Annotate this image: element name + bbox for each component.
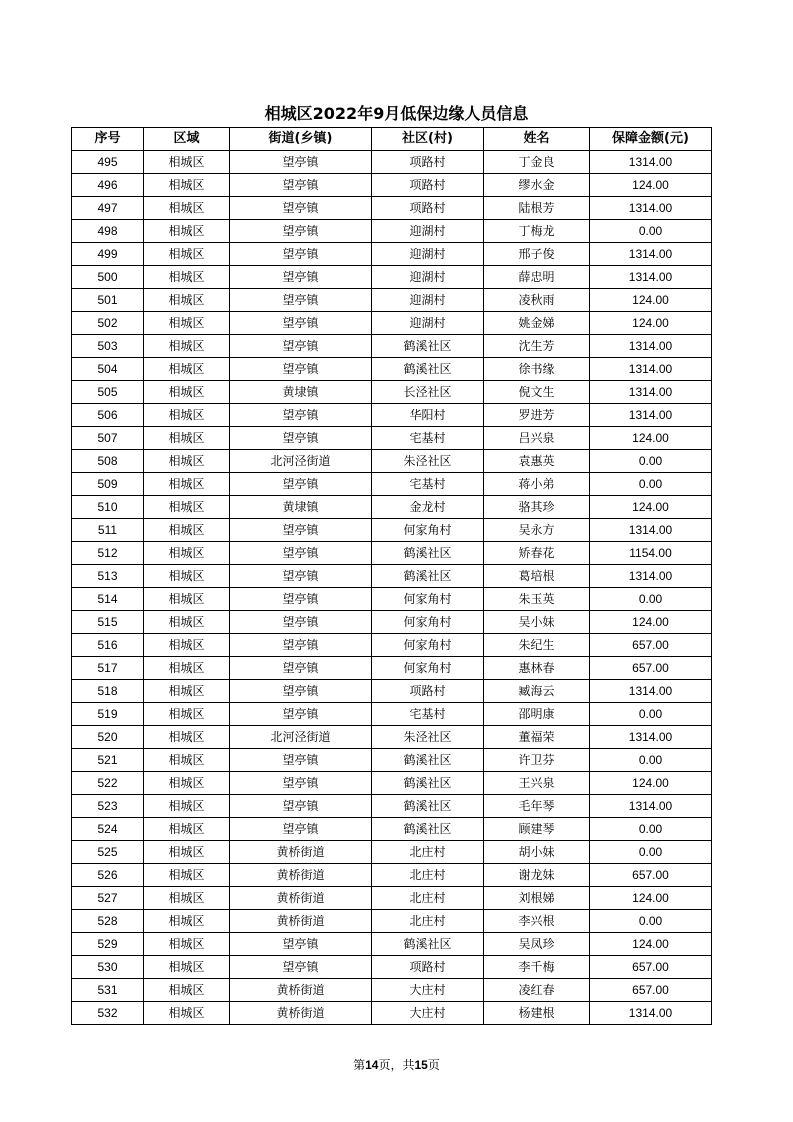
page-title: 相城区2022年9月低保边缘人员信息 [264,104,529,123]
cell-index: 507 [72,427,144,450]
cell-amount: 124.00 [590,312,712,335]
table-row [72,496,712,519]
cell-district: 相城区 [144,404,230,427]
cell-index: 532 [72,1002,144,1025]
cell-index: 504 [72,358,144,381]
column-header-street: 街道(乡镇) [230,128,372,151]
cell-amount: 1314.00 [590,680,712,703]
cell-name: 吴小妹 [484,611,590,634]
cell-street: 黄桥街道 [230,979,372,1002]
cell-amount: 657.00 [590,657,712,680]
cell-index: 500 [72,266,144,289]
cell-street: 望亭镇 [230,243,372,266]
cell-index: 496 [72,174,144,197]
cell-name: 杨建根 [484,1002,590,1025]
cell-name: 吴永方 [484,519,590,542]
cell-district: 相城区 [144,887,230,910]
cell-street: 望亭镇 [230,933,372,956]
cell-district: 相城区 [144,634,230,657]
cell-community: 鹤溪社区 [372,335,484,358]
table-row [72,634,712,657]
cell-district: 相城区 [144,657,230,680]
cell-community: 长泾社区 [372,381,484,404]
table-row [72,956,712,979]
cell-index: 524 [72,818,144,841]
cell-district: 相城区 [144,565,230,588]
cell-community: 何家角村 [372,611,484,634]
cell-street: 望亭镇 [230,151,372,174]
cell-street: 北河泾街道 [230,450,372,473]
cell-name: 骆其珍 [484,496,590,519]
cell-name: 朱玉英 [484,588,590,611]
cell-district: 相城区 [144,542,230,565]
cell-index: 520 [72,726,144,749]
cell-community: 朱泾社区 [372,726,484,749]
cell-street: 望亭镇 [230,312,372,335]
table-row [72,818,712,841]
cell-district: 相城区 [144,151,230,174]
cell-index: 516 [72,634,144,657]
cell-street: 黄埭镇 [230,381,372,404]
cell-district: 相城区 [144,450,230,473]
cell-street: 黄桥街道 [230,841,372,864]
table-row [72,519,712,542]
cell-street: 望亭镇 [230,427,372,450]
cell-amount: 1314.00 [590,565,712,588]
cell-index: 505 [72,381,144,404]
cell-community: 鹤溪社区 [372,772,484,795]
cell-community: 迎湖村 [372,312,484,335]
table-body [72,151,712,1025]
cell-district: 相城区 [144,335,230,358]
cell-name: 倪文生 [484,381,590,404]
cell-name: 王兴泉 [484,772,590,795]
cell-amount: 1314.00 [590,243,712,266]
cell-district: 相城区 [144,358,230,381]
cell-street: 北河泾街道 [230,726,372,749]
cell-district: 相城区 [144,979,230,1002]
cell-street: 望亭镇 [230,634,372,657]
cell-amount: 124.00 [590,772,712,795]
cell-street: 望亭镇 [230,335,372,358]
cell-amount: 124.00 [590,496,712,519]
cell-name: 陆根芳 [484,197,590,220]
cell-amount: 1314.00 [590,197,712,220]
footer-total-pages: 15 [414,1058,428,1072]
cell-name: 吕兴泉 [484,427,590,450]
cell-index: 519 [72,703,144,726]
cell-amount: 1314.00 [590,335,712,358]
cell-street: 望亭镇 [230,680,372,703]
cell-name: 董福荣 [484,726,590,749]
footer-mid: 页，共 [378,1058,415,1072]
cell-community: 迎湖村 [372,243,484,266]
cell-street: 黄埭镇 [230,496,372,519]
cell-district: 相城区 [144,680,230,703]
cell-name: 胡小妹 [484,841,590,864]
cell-name: 惠林春 [484,657,590,680]
cell-amount: 1154.00 [590,542,712,565]
table-row [72,864,712,887]
cell-community: 金龙村 [372,496,484,519]
cell-name: 邵明康 [484,703,590,726]
cell-district: 相城区 [144,1002,230,1025]
table-row [72,174,712,197]
cell-community: 鹤溪社区 [372,795,484,818]
cell-street: 望亭镇 [230,749,372,772]
cell-amount: 124.00 [590,611,712,634]
table-row [72,588,712,611]
cell-name: 矫春花 [484,542,590,565]
cell-amount: 1314.00 [590,358,712,381]
table-row [72,841,712,864]
cell-amount: 1314.00 [590,726,712,749]
table-row [72,749,712,772]
cell-amount: 124.00 [590,933,712,956]
table-row [72,312,712,335]
cell-community: 何家角村 [372,519,484,542]
table-row [72,1002,712,1025]
table-row [72,611,712,634]
cell-amount: 0.00 [590,818,712,841]
cell-street: 黄桥街道 [230,887,372,910]
cell-district: 相城区 [144,956,230,979]
cell-street: 望亭镇 [230,289,372,312]
cell-amount: 657.00 [590,864,712,887]
page-footer [0,1056,793,1074]
cell-amount: 1314.00 [590,1002,712,1025]
table-row [72,381,712,404]
table-row [72,680,712,703]
cell-name: 朱纪生 [484,634,590,657]
cell-amount: 1314.00 [590,519,712,542]
cell-amount: 124.00 [590,887,712,910]
cell-index: 518 [72,680,144,703]
cell-name: 刘根娣 [484,887,590,910]
cell-index: 522 [72,772,144,795]
table-row [72,404,712,427]
cell-street: 望亭镇 [230,657,372,680]
cell-community: 鹤溪社区 [372,565,484,588]
cell-street: 望亭镇 [230,473,372,496]
table-row [72,703,712,726]
footer-suffix: 页 [427,1058,440,1072]
cell-name: 毛年琴 [484,795,590,818]
footer-prefix: 第 [353,1058,366,1072]
column-header-district: 区域 [144,128,230,151]
cell-street: 望亭镇 [230,358,372,381]
cell-amount: 1314.00 [590,266,712,289]
cell-index: 515 [72,611,144,634]
table-row [72,220,712,243]
cell-amount: 0.00 [590,703,712,726]
cell-street: 望亭镇 [230,956,372,979]
cell-amount: 1314.00 [590,404,712,427]
cell-street: 望亭镇 [230,542,372,565]
cell-community: 北庄村 [372,910,484,933]
cell-amount: 1314.00 [590,151,712,174]
table-row [72,473,712,496]
cell-index: 526 [72,864,144,887]
cell-index: 525 [72,841,144,864]
table-row [72,565,712,588]
cell-community: 何家角村 [372,588,484,611]
cell-street: 黄桥街道 [230,910,372,933]
table-row [72,289,712,312]
table-row [72,151,712,174]
cell-street: 望亭镇 [230,519,372,542]
cell-community: 鹤溪社区 [372,818,484,841]
cell-community: 鹤溪社区 [372,358,484,381]
cell-amount: 0.00 [590,450,712,473]
cell-amount: 657.00 [590,979,712,1002]
cell-district: 相城区 [144,795,230,818]
cell-amount: 124.00 [590,289,712,312]
cell-street: 望亭镇 [230,174,372,197]
cell-name: 罗进芳 [484,404,590,427]
cell-name: 丁金良 [484,151,590,174]
cell-community: 宅基村 [372,427,484,450]
cell-district: 相城区 [144,864,230,887]
cell-index: 498 [72,220,144,243]
cell-community: 迎湖村 [372,266,484,289]
recipients-table [71,127,712,1025]
cell-name: 凌红春 [484,979,590,1002]
cell-district: 相城区 [144,496,230,519]
cell-index: 523 [72,795,144,818]
cell-community: 项路村 [372,174,484,197]
cell-index: 503 [72,335,144,358]
cell-street: 望亭镇 [230,197,372,220]
cell-street: 望亭镇 [230,404,372,427]
table-row [72,887,712,910]
table-row [72,197,712,220]
cell-district: 相城区 [144,266,230,289]
table-row [72,726,712,749]
cell-name: 李千梅 [484,956,590,979]
cell-name: 徐书缘 [484,358,590,381]
cell-street: 望亭镇 [230,588,372,611]
cell-street: 黄桥街道 [230,864,372,887]
cell-amount: 0.00 [590,749,712,772]
cell-district: 相城区 [144,726,230,749]
column-header-community: 社区(村) [372,128,484,151]
cell-district: 相城区 [144,749,230,772]
cell-street: 黄桥街道 [230,1002,372,1025]
cell-index: 517 [72,657,144,680]
table-row [72,910,712,933]
cell-district: 相城区 [144,933,230,956]
cell-district: 相城区 [144,289,230,312]
cell-name: 顾建琴 [484,818,590,841]
cell-name: 薛忠明 [484,266,590,289]
cell-index: 512 [72,542,144,565]
cell-name: 许卫芬 [484,749,590,772]
cell-amount: 0.00 [590,588,712,611]
cell-index: 497 [72,197,144,220]
cell-district: 相城区 [144,611,230,634]
cell-street: 望亭镇 [230,795,372,818]
table-row [72,358,712,381]
cell-name: 葛培根 [484,565,590,588]
cell-district: 相城区 [144,197,230,220]
cell-district: 相城区 [144,473,230,496]
cell-district: 相城区 [144,243,230,266]
cell-amount: 657.00 [590,956,712,979]
cell-name: 谢龙妹 [484,864,590,887]
cell-district: 相城区 [144,818,230,841]
cell-name: 邢子俊 [484,243,590,266]
column-header-index: 序号 [72,128,144,151]
cell-community: 项路村 [372,151,484,174]
table-header-row [72,128,712,151]
cell-community: 项路村 [372,680,484,703]
cell-name: 蒋小弟 [484,473,590,496]
cell-community: 项路村 [372,956,484,979]
cell-index: 514 [72,588,144,611]
cell-name: 吴凤珍 [484,933,590,956]
footer-page-number: 14 [365,1058,379,1072]
cell-community: 宅基村 [372,703,484,726]
cell-amount: 0.00 [590,841,712,864]
cell-index: 509 [72,473,144,496]
cell-amount: 0.00 [590,220,712,243]
table-row [72,795,712,818]
cell-index: 508 [72,450,144,473]
table-row [72,450,712,473]
table-row [72,542,712,565]
cell-index: 499 [72,243,144,266]
cell-amount: 1314.00 [590,795,712,818]
cell-district: 相城区 [144,519,230,542]
cell-index: 530 [72,956,144,979]
cell-community: 北庄村 [372,841,484,864]
cell-index: 502 [72,312,144,335]
cell-district: 相城区 [144,312,230,335]
cell-index: 511 [72,519,144,542]
cell-community: 迎湖村 [372,220,484,243]
cell-district: 相城区 [144,220,230,243]
cell-community: 鹤溪社区 [372,542,484,565]
cell-street: 望亭镇 [230,220,372,243]
cell-street: 望亭镇 [230,772,372,795]
cell-street: 望亭镇 [230,703,372,726]
table-row [72,933,712,956]
cell-name: 臧海云 [484,680,590,703]
cell-street: 望亭镇 [230,818,372,841]
cell-amount: 0.00 [590,910,712,933]
cell-name: 缪水金 [484,174,590,197]
table-row [72,427,712,450]
cell-name: 袁惠英 [484,450,590,473]
cell-index: 527 [72,887,144,910]
cell-community: 迎湖村 [372,289,484,312]
cell-index: 495 [72,151,144,174]
cell-amount: 124.00 [590,174,712,197]
cell-district: 相城区 [144,703,230,726]
cell-district: 相城区 [144,772,230,795]
cell-index: 513 [72,565,144,588]
cell-community: 项路村 [372,197,484,220]
cell-community: 鹤溪社区 [372,933,484,956]
cell-street: 望亭镇 [230,611,372,634]
cell-district: 相城区 [144,588,230,611]
table-row [72,979,712,1002]
cell-amount: 124.00 [590,427,712,450]
cell-name: 丁梅龙 [484,220,590,243]
cell-index: 531 [72,979,144,1002]
cell-district: 相城区 [144,910,230,933]
table-row [72,243,712,266]
cell-community: 北庄村 [372,864,484,887]
cell-street: 望亭镇 [230,266,372,289]
table-row [72,266,712,289]
column-header-name: 姓名 [484,128,590,151]
cell-amount: 0.00 [590,473,712,496]
cell-street: 望亭镇 [230,565,372,588]
cell-community: 华阳村 [372,404,484,427]
cell-name: 沈生芳 [484,335,590,358]
table-row [72,335,712,358]
table-row [72,772,712,795]
cell-district: 相城区 [144,427,230,450]
cell-index: 510 [72,496,144,519]
cell-community: 鹤溪社区 [372,749,484,772]
cell-name: 李兴根 [484,910,590,933]
cell-name: 凌秋雨 [484,289,590,312]
cell-amount: 657.00 [590,634,712,657]
cell-name: 姚金娣 [484,312,590,335]
cell-index: 506 [72,404,144,427]
cell-index: 528 [72,910,144,933]
cell-district: 相城区 [144,841,230,864]
cell-community: 何家角村 [372,657,484,680]
cell-community: 大庄村 [372,1002,484,1025]
cell-community: 大庄村 [372,979,484,1002]
cell-community: 何家角村 [372,634,484,657]
cell-index: 529 [72,933,144,956]
column-header-amount: 保障金额(元) [590,128,712,151]
cell-amount: 1314.00 [590,381,712,404]
cell-index: 521 [72,749,144,772]
cell-community: 北庄村 [372,887,484,910]
cell-district: 相城区 [144,381,230,404]
table-row [72,657,712,680]
cell-index: 501 [72,289,144,312]
cell-district: 相城区 [144,174,230,197]
cell-community: 朱泾社区 [372,450,484,473]
cell-community: 宅基村 [372,473,484,496]
